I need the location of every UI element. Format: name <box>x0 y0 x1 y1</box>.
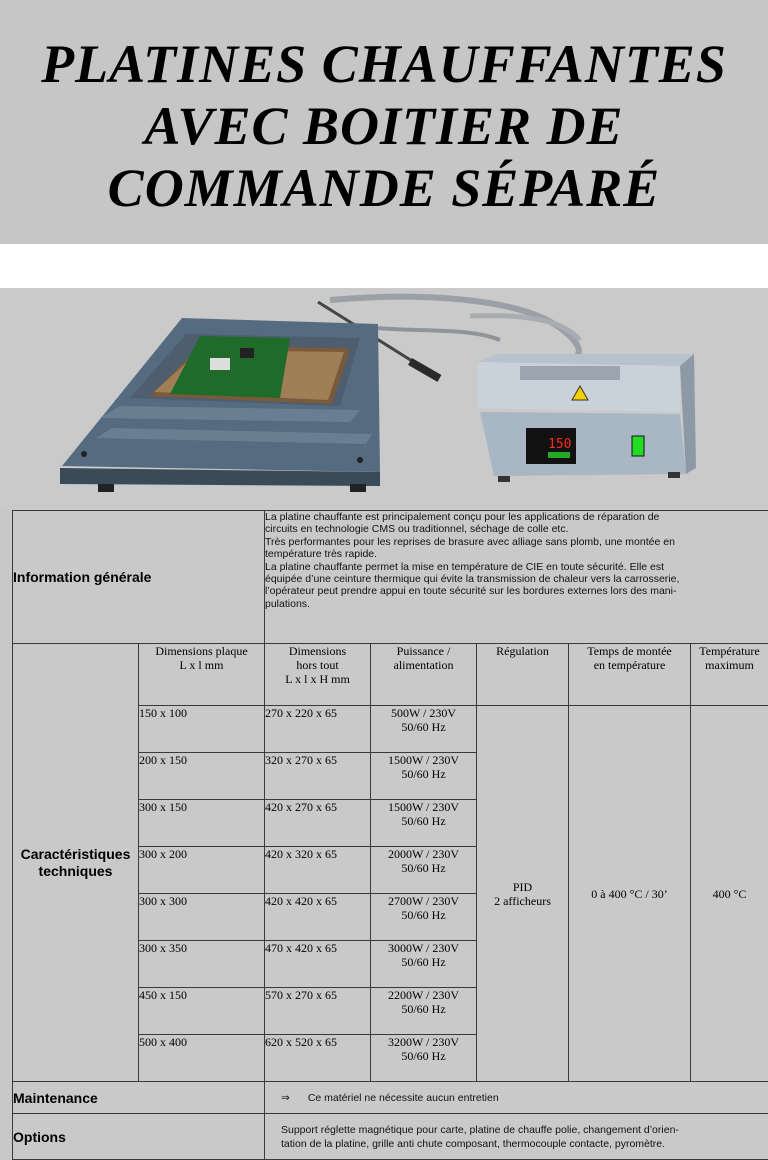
overall-dimension: 420 x 320 x 65 <box>265 847 371 894</box>
plate-dimension: 300 x 350 <box>139 941 265 988</box>
overall-dimension: 320 x 270 x 65 <box>265 753 371 800</box>
product-illustration <box>0 288 768 510</box>
power-supply: 3000W / 230V 50/60 Hz <box>371 941 477 988</box>
header-power: Puissance / alimentation <box>371 644 477 706</box>
plate-dimension: 450 x 150 <box>139 988 265 1035</box>
specs-label: Caractéristiques techniques <box>13 644 139 1082</box>
title-line-3: COMMANDE SÉPARÉ <box>0 158 768 218</box>
power-switch <box>632 436 644 456</box>
header-overall-dimensions: Dimensions hors tout L x l x H mm <box>265 644 371 706</box>
plate-dimension: 150 x 100 <box>139 706 265 753</box>
overall-dimension: 620 x 520 x 65 <box>265 1035 371 1082</box>
options-row <box>13 1114 768 1160</box>
rise-time-value: 0 à 400 °C / 30’ <box>569 706 691 1082</box>
maintenance-text: ⇒ Ce matériel ne nécessite aucun entretien <box>265 1082 768 1114</box>
info-text: La platine chauffante est principalement conçu pour les applications de réparation de circuits en technologie CMS ou traditionnel, séchage de colle etc. Très performantes pour les reprises de brasure avec alliage sans plomb, une montée en température très rapide. La platine chauffante permet la mise en température de CIE en toute sécurité. Elle est équipée d’une ceinture thermique qui évite la transmission de chaleur vers la carrosserie, l’opérateur peut prendre appui en toute sécurité sur les bordures externes lors des mani- pulations. <box>265 511 768 644</box>
header-plate-dimensions: Dimensions plaque L x l mm <box>139 644 265 706</box>
overall-dimension: 420 x 270 x 65 <box>265 800 371 847</box>
regulation-value: PID 2 afficheurs <box>477 706 569 1082</box>
plate-dimension: 200 x 150 <box>139 753 265 800</box>
max-temperature-value: 400 °C <box>691 706 768 1082</box>
hot-plate <box>60 318 380 492</box>
plate-dimension: 300 x 200 <box>139 847 265 894</box>
power-supply: 3200W / 230V 50/60 Hz <box>371 1035 477 1082</box>
arrow-icon: ⇒ <box>281 1092 290 1104</box>
power-supply: 500W / 230V 50/60 Hz <box>371 706 477 753</box>
spec-table <box>12 510 768 1160</box>
title-banner <box>0 0 768 244</box>
plate-dimension: 300 x 150 <box>139 800 265 847</box>
title-line-2: AVEC BOITIER DE <box>0 96 768 156</box>
maintenance-row <box>13 1082 768 1114</box>
power-supply: 1500W / 230V 50/60 Hz <box>371 753 477 800</box>
overall-dimension: 470 x 420 x 65 <box>265 941 371 988</box>
header-rise-time: Temps de montée en température <box>569 644 691 706</box>
power-supply: 2000W / 230V 50/60 Hz <box>371 847 477 894</box>
options-text: Support réglette magnétique pour carte, platine de chauffe polie, changement d’orien- tation de la platine, grille anti chute composant, thermocouple contacte, pyromètre. <box>265 1114 768 1160</box>
plate-dimension: 500 x 400 <box>139 1035 265 1082</box>
info-row <box>13 511 768 644</box>
header-max-temperature: Température maximum <box>691 644 768 706</box>
plate-dimension: 300 x 300 <box>139 894 265 941</box>
power-supply: 2200W / 230V 50/60 Hz <box>371 988 477 1035</box>
overall-dimension: 420 x 420 x 65 <box>265 894 371 941</box>
spacer <box>0 244 768 288</box>
maintenance-label: Maintenance <box>13 1082 265 1114</box>
overall-dimension: 270 x 220 x 65 <box>265 706 371 753</box>
control-box <box>478 354 696 482</box>
power-supply: 2700W / 230V 50/60 Hz <box>371 894 477 941</box>
header-regulation: Régulation <box>477 644 569 706</box>
product-photo <box>0 288 768 510</box>
power-supply: 1500W / 230V 50/60 Hz <box>371 800 477 847</box>
svg-text:150: 150 <box>548 437 571 452</box>
overall-dimension: 570 x 270 x 65 <box>265 988 371 1035</box>
title-line-1: PLATINES CHAUFFANTES <box>0 34 768 94</box>
options-label: Options <box>13 1114 265 1160</box>
spec-header-row <box>13 644 768 706</box>
info-label: Information générale <box>13 511 265 644</box>
